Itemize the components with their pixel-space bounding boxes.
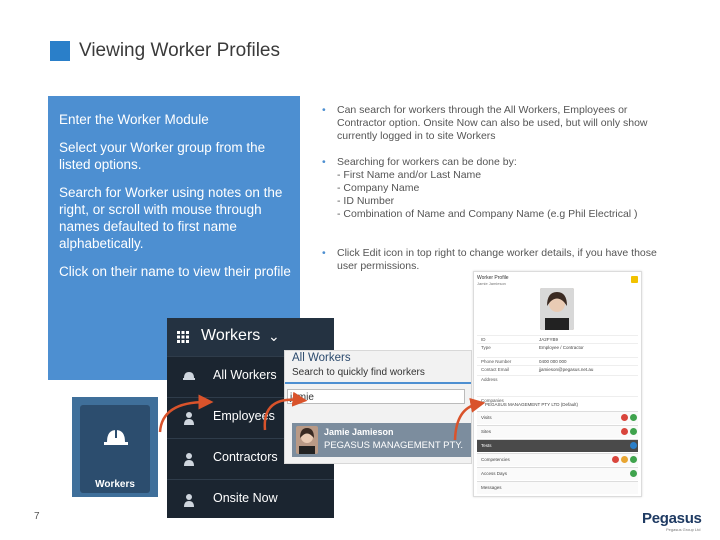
bullet-subitem: - ID Number (337, 195, 395, 207)
onsite-icon (183, 493, 195, 507)
profile-field: ID JA2FYB9 (477, 335, 638, 344)
edit-icon[interactable] (631, 276, 638, 283)
contractor-icon (183, 452, 195, 466)
profile-field: Type Employee / Contractor (477, 343, 638, 358)
status-badge (621, 414, 628, 421)
search-placeholder-text: Search to quickly find workers (292, 367, 425, 378)
profile-section-access-days[interactable]: Access Days (477, 467, 638, 480)
page-number: 7 (34, 511, 40, 522)
search-result-name: Jamie Jamieson (324, 427, 394, 437)
search-underline (285, 382, 471, 384)
step-select-group: Select your Worker group from the listed options. (59, 140, 266, 172)
menu-item-onsite-now[interactable] (167, 479, 334, 520)
profile-section-visits[interactable]: Visits (477, 411, 638, 424)
status-badge (630, 442, 637, 449)
status-badge (612, 456, 619, 463)
brand-tagline: Pegasus Group Ltd (666, 527, 701, 532)
bullet-subitem: - Combination of Name and Company Name (e.g Phil Electrical ) (337, 208, 638, 220)
profile-photo (540, 288, 574, 330)
profile-field: Companies PEGASUS MANAGEMENT PTY LTD (Default) (477, 396, 638, 409)
grid-icon (177, 331, 189, 343)
menu-item-label: Employees (213, 409, 275, 423)
bullet-text: Can search for workers through the All Workers, Employees or Contractor option. Onsite Now can also be used, but will only show currently logged in to site Workers (337, 104, 648, 142)
bullet-dot: • (322, 104, 326, 116)
profile-section-messages[interactable]: Messages (477, 481, 638, 494)
all-workers-icon (183, 370, 195, 384)
employee-icon (183, 411, 195, 425)
bullet-text: Click Edit icon in top right to change worker details, if you have those user permissions. (337, 247, 657, 272)
workers-tile-label: Workers (95, 479, 135, 490)
menu-item-label: Contractors (213, 450, 278, 464)
menu-item-label: Onsite Now (213, 491, 278, 505)
step-enter-module: Enter the Worker Module (59, 112, 209, 127)
bullet-subitem: - Company Name (337, 182, 420, 194)
worker-search-panel (284, 350, 472, 464)
profile-field: Address (477, 375, 638, 396)
status-badge (621, 456, 628, 463)
bullet-text: Searching for workers can be done by: (337, 156, 517, 168)
bullet-dot: • (322, 156, 326, 168)
profile-field: Phone Number 0400 000 000 (477, 357, 638, 366)
worker-profile-card (473, 271, 642, 497)
search-input[interactable]: jamie (287, 389, 465, 404)
profile-section-tests[interactable]: Tests (477, 439, 638, 452)
brand-logo: Pegasus (642, 510, 702, 527)
workers-module-tile[interactable] (80, 405, 150, 493)
chevron-down-icon: ⌄ (268, 328, 280, 344)
bullet-dot: • (322, 247, 326, 259)
status-badge (630, 428, 637, 435)
step-click-name: Click on their name to view their profile (59, 264, 291, 279)
search-result-row[interactable] (292, 423, 471, 457)
status-badge (630, 470, 637, 477)
title-accent-square (50, 41, 70, 61)
hard-hat-icon (103, 427, 129, 447)
search-result-company: PEGASUS MANAGEMENT PTY. (324, 440, 464, 451)
profile-title: Worker Profile (477, 275, 509, 281)
workers-menu-title: Workers (201, 327, 261, 344)
profile-section-sites[interactable]: Sites (477, 425, 638, 438)
profile-worker-name: Jamie Jamieson (477, 281, 506, 286)
status-badge (630, 456, 637, 463)
profile-section-competencies[interactable]: Competencies (477, 453, 638, 466)
step-search-worker: Search for Worker using notes on the right, or scroll with mouse through names defaulted to first name alphabetically. (59, 185, 283, 251)
status-badge (621, 428, 628, 435)
status-badge (630, 414, 637, 421)
avatar (296, 426, 318, 454)
search-panel-title: All Workers (292, 352, 351, 364)
page-title: Viewing Worker Profiles (79, 40, 280, 61)
menu-item-label: All Workers (213, 368, 277, 382)
profile-field: Contact Email jjamieson@pegasus.net.au (477, 365, 638, 374)
bullet-subitem: - First Name and/or Last Name (337, 169, 482, 181)
